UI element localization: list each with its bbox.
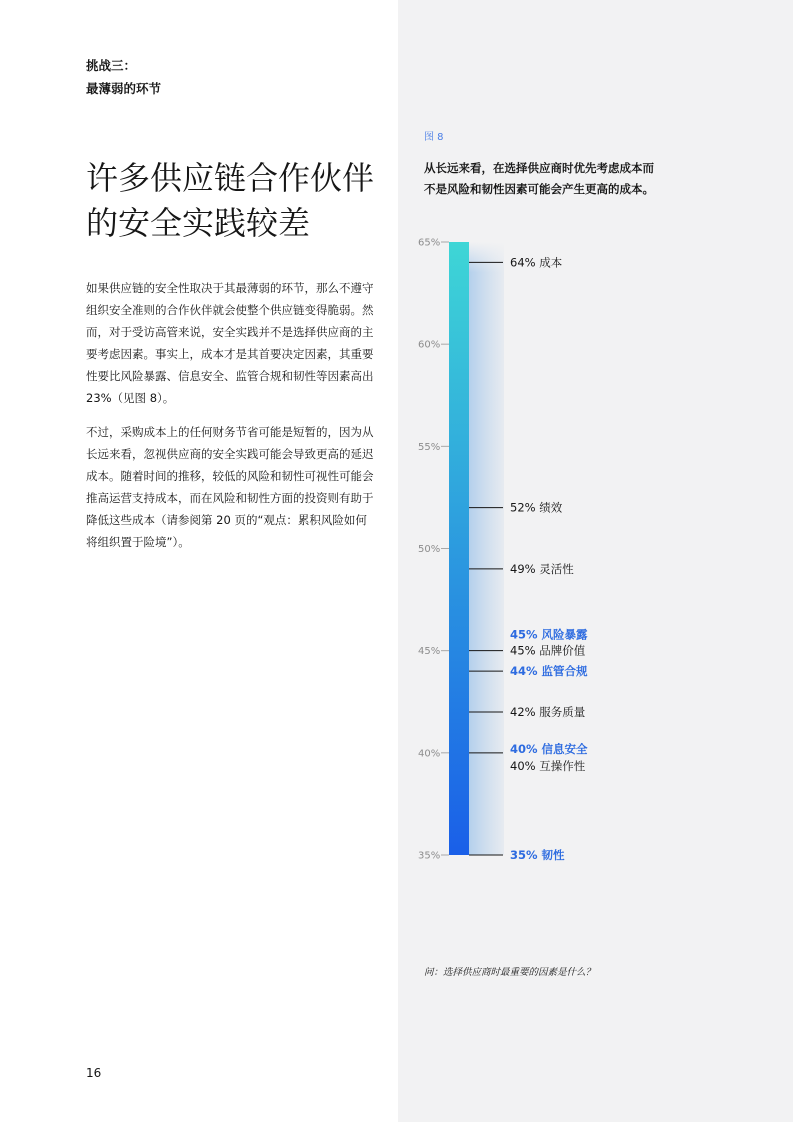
page-number: 16 xyxy=(86,1066,102,1080)
figure-title-line2: 不是风险和韧性因素可能会产生更高的成本。 xyxy=(424,182,654,196)
chart-shade-fade xyxy=(469,242,504,272)
y-tick-label: 55% xyxy=(418,441,441,453)
data-label: 40% 互操作性 xyxy=(510,758,586,773)
chart-bar xyxy=(449,242,469,855)
figure-footnote: 问：选择供应商时最重要的因素是什么？ xyxy=(424,967,596,978)
factor-chart xyxy=(398,225,793,875)
y-tick-label: 60% xyxy=(418,339,441,351)
data-label: 49% 灵活性 xyxy=(510,561,574,576)
data-label: 35% 韧性 xyxy=(510,848,565,862)
y-tick-label: 45% xyxy=(418,646,441,658)
section-label-line2: 最薄弱的环节 xyxy=(86,81,162,96)
page-title-line1: 许多供应链合作伙伴 xyxy=(86,159,375,197)
figure-label: 图 8 xyxy=(424,132,444,143)
section-label xyxy=(86,54,346,100)
y-tick-label: 65% xyxy=(418,237,441,249)
data-label: 52% 绩效 xyxy=(510,500,563,515)
data-label: 40% 信息安全 xyxy=(510,741,588,756)
data-label: 45% 风险暴露 xyxy=(510,627,588,642)
section-label-line1: 挑战三： xyxy=(86,58,137,73)
body-paragraph-1: 如果供应链的安全性取决于其最薄弱的环节，那么不遵守组织安全准则的合作伙伴就会使整个供应链变得脆弱。然而，对于受访高管来说，安全实践并不是选择供应商的主要考虑因素。事实上，成本才是其首要决定因素，其重要性要比风险暴露、信息安全、监管合规和韧性等因素高出 23%（见图 8）。 xyxy=(86,281,374,405)
y-tick-label: 35% xyxy=(418,850,441,862)
body-paragraph-2: 不过，采购成本上的任何财务节省可能是短暂的，因为从长远来看，忽视供应商的安全实践可能会导致更高的延迟成本。随着时间的推移，较低的风险和韧性可视性可能会推高运营支持成本，而在风险和韧性方面的投资则有助于降低这些成本（请参阅第 20 页的“观点：累积风险如何将组织置于险境”）。 xyxy=(86,425,374,549)
data-label: 45% 品牌价值 xyxy=(510,643,586,658)
y-tick-label: 40% xyxy=(418,748,441,760)
y-tick-label: 50% xyxy=(418,544,441,555)
figure-title xyxy=(424,158,724,200)
page-title-line2: 的安全实践较差 xyxy=(86,204,311,242)
data-label: 64% 成本 xyxy=(510,255,563,270)
figure-title-line1: 从长远来看，在选择供应商时优先考虑成本而 xyxy=(424,161,654,175)
page-title xyxy=(86,156,386,246)
data-label: 44% 监管合规 xyxy=(510,664,588,679)
factor-chart-svg xyxy=(398,225,793,875)
chart-shade-band xyxy=(469,242,504,855)
data-label: 42% 服务质量 xyxy=(510,704,586,719)
